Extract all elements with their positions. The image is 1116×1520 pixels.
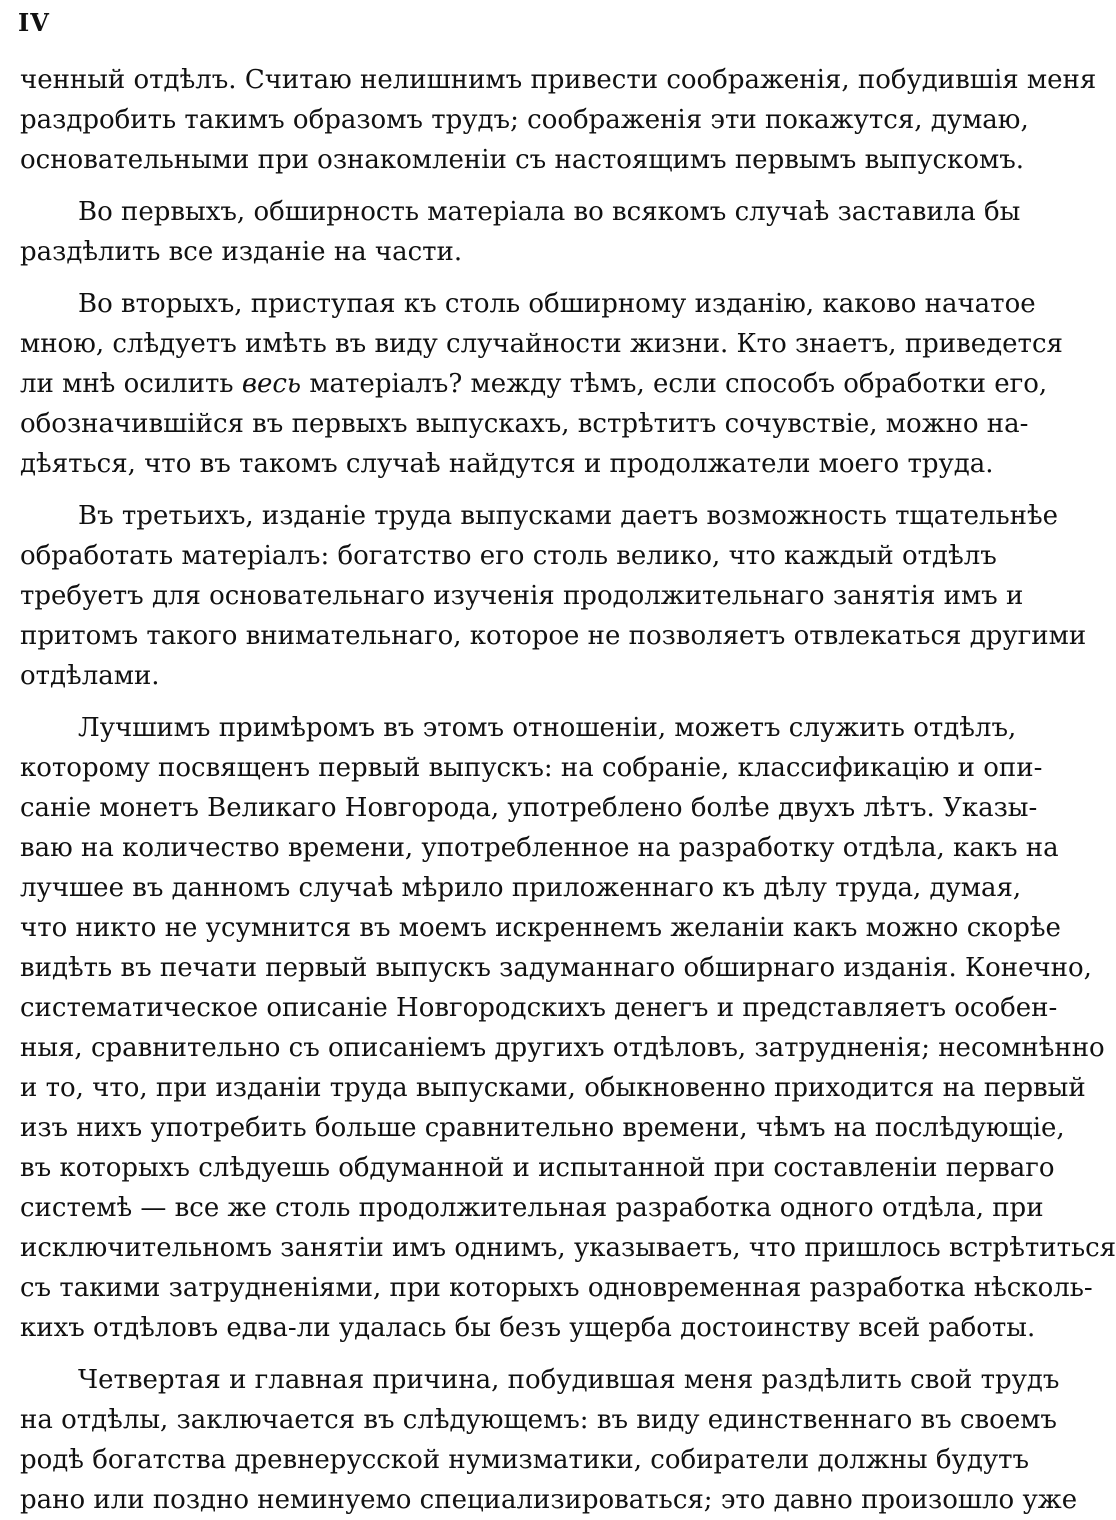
text-line: на отдѣлы, заключается въ слѣдующемъ: въ виду единственнаго въ своемъ: [20, 1405, 1057, 1435]
paragraph-5: [20, 708, 1116, 1348]
text-line: лучшее въ данномъ случаѣ мѣрило приложеннаго къ дѣлу труда, думая,: [20, 873, 1022, 903]
text-line: основательными при ознакомленіи съ настоящимъ первымъ выпускомъ.: [20, 145, 1025, 175]
text-line: которому посвященъ первый выпускъ: на собраніе, классификацію и опи-: [20, 753, 1043, 783]
text-line: родѣ богатства древнерусской нумизматики, собиратели должны будутъ: [20, 1445, 1030, 1475]
text-line: Во первыхъ, обширность матеріала во всякомъ случаѣ заставила бы: [78, 197, 1021, 227]
paragraph-6: [20, 1360, 1078, 1520]
text-line: дѣяться, что въ такомъ случаѣ найдутся и продолжатели моего труда.: [20, 449, 994, 479]
text-line: Четвертая и главная причина, побудившая меня раздѣлить свой трудъ: [78, 1365, 1060, 1395]
body-text: [20, 60, 1116, 1520]
paragraph-4: [20, 496, 1087, 696]
text-line: раздробить такимъ образомъ трудъ; соображенія эти покажутся, думаю,: [20, 105, 1029, 135]
text-line: и то, что, при изданіи труда выпусками, обыкновенно приходится на первый: [20, 1073, 1086, 1103]
text-line: что никто не усумнится въ моемъ искреннемъ желаніи какъ можно скорѣе: [20, 913, 1061, 943]
paragraph-3: [20, 284, 1063, 484]
text-line: Лучшимъ примѣромъ въ этомъ отношеніи, можетъ служить отдѣлъ,: [78, 713, 1017, 743]
text-line: Въ третьихъ, изданіе труда выпусками даетъ возможность тщательнѣе: [78, 501, 1059, 531]
text-line: мною, слѣдуетъ имѣть въ виду случайности жизни. Кто знаетъ, приведется: [20, 329, 1063, 359]
text-line: ныя, сравнительно съ описаніемъ другихъ отдѣловъ, затрудненія; несомнѣнно: [20, 1033, 1105, 1063]
text-line: исключительномъ занятіи имъ однимъ, указываетъ, что пришлось встрѣтиться: [20, 1233, 1116, 1263]
page-number: IV: [18, 8, 50, 37]
text-line: систематическое описаніе Новгородскихъ денегъ и представляетъ особен-: [20, 993, 1058, 1023]
text-line: видѣть въ печати первый выпускъ задуманнаго обширнаго изданія. Конечно,: [20, 953, 1092, 983]
text-line: обозначившійся въ первыхъ выпускахъ, встрѣтитъ сочувствіе, можно на-: [20, 409, 1029, 439]
text-line: изъ нихъ употребить больше сравнительно времени, чѣмъ на послѣдующіе,: [20, 1113, 1065, 1143]
text-line: обработать матеріалъ: богатство его столь велико, что каждый отдѣлъ: [20, 541, 997, 571]
text-line: Во вторыхъ, приступая къ столь обширному изданію, каково начатое: [78, 289, 1036, 319]
text-line: рано или поздно неминуемо специализироваться; это давно произошло уже: [20, 1485, 1078, 1515]
text-line: съ такими затрудненіями, при которыхъ одновременная разработка нѣсколь-: [20, 1273, 1093, 1303]
text-line: ваю на количество времени, употребленное на разработку отдѣла, какъ на: [20, 833, 1059, 863]
text-line: требуетъ для основательнаго изученія продолжительнаго занятія имъ и: [20, 581, 1024, 611]
text-line: ли мнѣ осилить весь матеріалъ? между тѣмъ, если способъ обработки его,: [20, 369, 1048, 399]
paragraph-2: [20, 192, 1021, 272]
text-line: раздѣлить все изданіе на части.: [20, 237, 463, 267]
text-line: ченный отдѣлъ. Считаю нелишнимъ привести соображенія, побудившія меня: [20, 65, 1097, 95]
text-line: отдѣлами.: [20, 661, 160, 691]
text-line: въ которыхъ слѣдуешь обдуманной и испытанной при составленіи перваго: [20, 1153, 1055, 1183]
paragraph-1: [20, 60, 1097, 180]
text-line: притомъ такого внимательнаго, которое не позволяетъ отвлекаться другими: [20, 621, 1087, 651]
text-line: саніе монетъ Великаго Новгорода, употреблено болѣе двухъ лѣтъ. Указы-: [20, 793, 1038, 823]
text-line: системѣ — все же столь продолжительная разработка одного отдѣла, при: [20, 1193, 1044, 1223]
text-line: кихъ отдѣловъ едва-ли удалась бы безъ ущерба достоинству всей работы.: [20, 1313, 1036, 1343]
emphasized-word: весь: [241, 369, 302, 399]
